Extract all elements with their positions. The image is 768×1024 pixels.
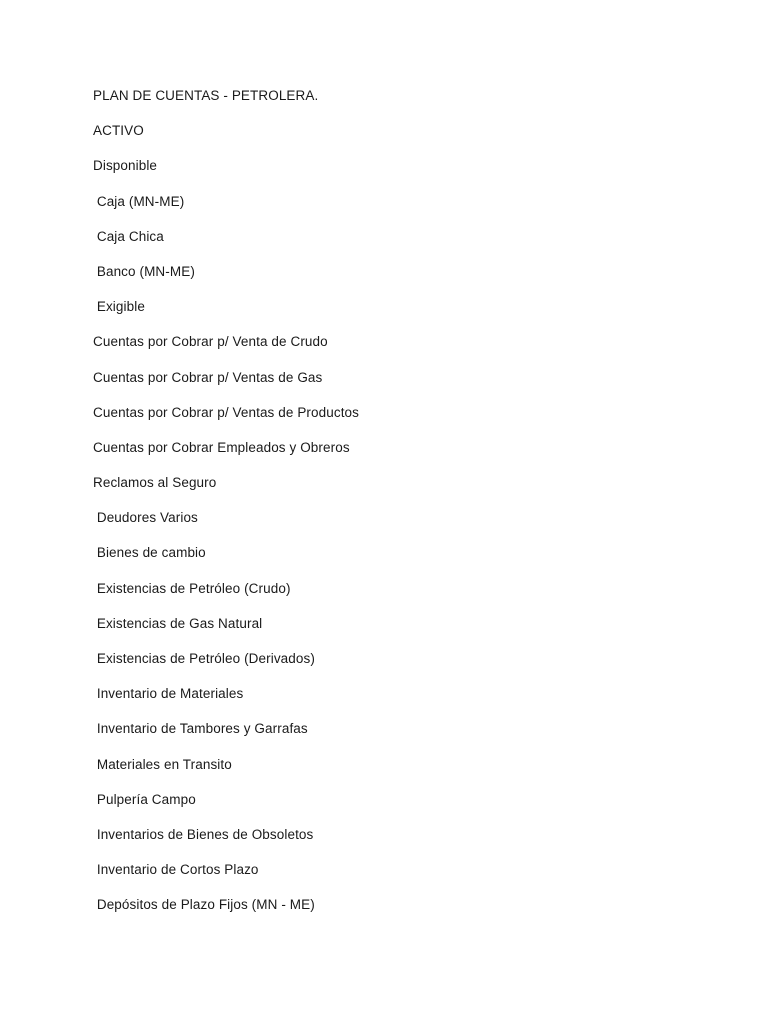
account-line: Inventario de Materiales <box>93 686 244 702</box>
account-line: Bienes de cambio <box>93 545 206 561</box>
account-line: Existencias de Petróleo (Derivados) <box>93 651 315 666</box>
account-line: Banco (MN-ME) <box>93 263 195 279</box>
account-line: Cuentas por Cobrar p/ Ventas de Productos <box>93 404 360 420</box>
account-line: Inventario de Cortos Plazo <box>93 862 259 878</box>
account-line: Disponible <box>93 158 158 174</box>
account-line: Inventario de Tambores y Garrafas <box>93 721 308 737</box>
account-line: Deudores Varios <box>93 510 198 526</box>
document-title: PLAN DE CUENTAS - PETROLERA. <box>93 88 319 103</box>
account-line: Exigible <box>93 299 145 315</box>
account-line: Existencias de Petróleo (Crudo) <box>93 580 291 596</box>
account-line: Caja (MN-ME) <box>93 193 185 209</box>
account-line: Depósitos de Plazo Fijos (MN - ME) <box>93 897 315 913</box>
account-line: ACTIVO <box>93 123 144 139</box>
account-line: Cuentas por Cobrar p/ Ventas de Gas <box>93 369 323 385</box>
account-line: Existencias de Gas Natural <box>93 615 263 631</box>
account-line: Cuentas por Cobrar Empleados y Obreros <box>93 439 350 455</box>
account-line: Caja Chica <box>93 228 164 244</box>
account-line: Pulpería Campo <box>93 791 196 807</box>
account-line: Reclamos al Seguro <box>93 475 217 491</box>
chart-of-accounts-list <box>93 86 359 931</box>
account-line: Materiales en Transito <box>93 756 232 772</box>
account-line: Inventarios de Bienes de Obsoletos <box>93 826 314 842</box>
account-line: Cuentas por Cobrar p/ Venta de Crudo <box>93 334 328 350</box>
